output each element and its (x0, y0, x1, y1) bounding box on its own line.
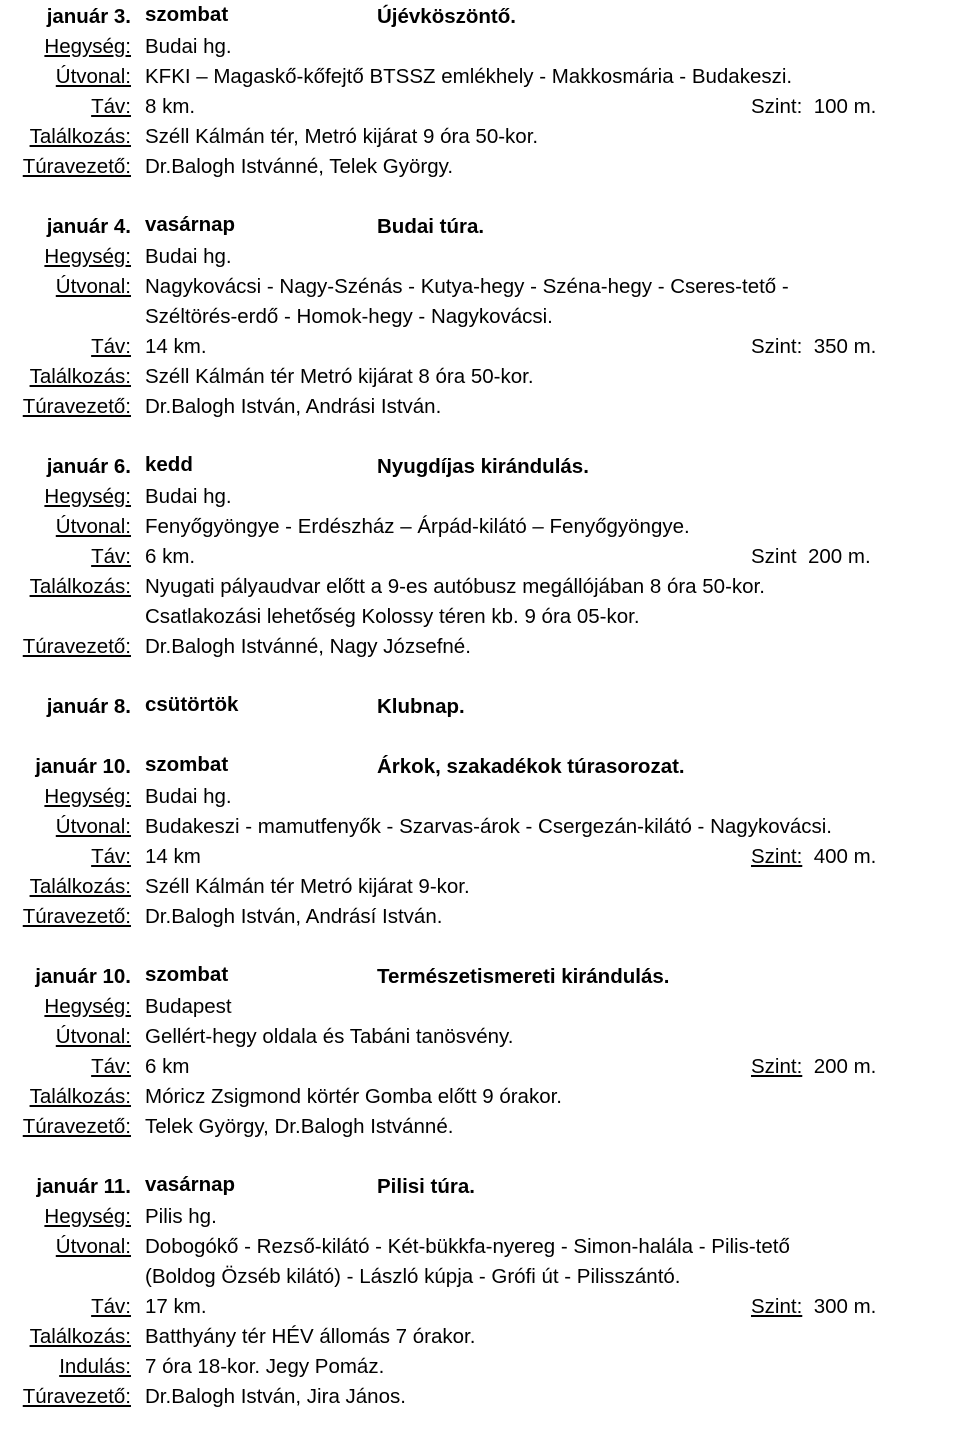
tour-header (0, 2, 960, 32)
detail-value: Batthyány tér HÉV állomás 7 órakor. (145, 1325, 476, 1348)
detail-label: Táv: (91, 1055, 131, 1078)
tour-date: január 11. (36, 1175, 131, 1198)
detail-value: Széll Kálmán tér Metró kijárat 8 óra 50-kor. (145, 365, 534, 388)
tour-title: Újévköszöntő. (377, 5, 516, 28)
tour-detail-row (0, 332, 960, 362)
tour-detail-row (0, 482, 960, 512)
tour-title: Klubnap. (377, 695, 465, 718)
tour-detail-row (0, 1202, 960, 1232)
tour-weekday: vasárnap (145, 1173, 236, 1196)
tour-entry (0, 962, 960, 1142)
detail-label: Túravezető: (22, 1115, 131, 1138)
tour-detail-row (0, 242, 960, 272)
detail-value: Széll Kálmán tér, Metró kijárat 9 óra 50-kor. (145, 125, 539, 148)
tour-header (0, 752, 960, 782)
elevation-value: 200 m. (813, 1055, 877, 1078)
detail-label: Útvonal: (55, 815, 131, 838)
detail-value: Budai hg. (145, 485, 232, 508)
detail-label: Útvonal: (55, 515, 131, 538)
detail-value: 14 km. (145, 335, 207, 358)
tour-date: január 4. (46, 215, 131, 238)
tour-detail-row (0, 542, 960, 572)
elevation-info (751, 92, 876, 122)
detail-value: Gellért-hegy oldala és Tabáni tanösvény. (145, 1025, 514, 1048)
detail-value: 6 km. (145, 545, 196, 568)
tour-detail-row (0, 782, 960, 812)
tour-detail-row (0, 992, 960, 1022)
detail-label: Hegység: (44, 1205, 131, 1228)
tour-header (0, 212, 960, 242)
tour-detail-row (0, 1292, 960, 1322)
detail-value: Budapest (145, 995, 232, 1018)
tour-detail-row (0, 392, 960, 422)
detail-value: Budakeszi - mamutfenyők - Szarvas-árok - Csergezán-kilátó - Nagykovácsi. (145, 815, 832, 838)
detail-value: Pilis hg. (145, 1205, 217, 1228)
tour-detail-row (0, 1352, 960, 1382)
detail-label: Táv: (91, 95, 131, 118)
elevation-value: 350 m. (813, 335, 877, 358)
detail-value: Széltörés-erdő - Homok-hegy - Nagykovácsi. (145, 305, 553, 328)
detail-label: Hegység: (44, 995, 131, 1018)
tour-detail-row (0, 1112, 960, 1142)
tour-entry (0, 692, 960, 722)
tour-title: Árkok, szakadékok túrasorozat. (377, 755, 685, 778)
tour-detail-row (0, 362, 960, 392)
tour-weekday: kedd (145, 453, 193, 476)
detail-label: Túravezető: (22, 395, 131, 418)
detail-label: Táv: (91, 545, 131, 568)
elevation-value: 200 m. (807, 545, 871, 568)
tour-weekday: vasárnap (145, 213, 236, 236)
elevation-label: Szint: (751, 1055, 803, 1078)
detail-label: Hegység: (44, 785, 131, 808)
elevation-info (751, 1292, 876, 1322)
detail-value: Dr.Balogh István, Jira János. (145, 1385, 406, 1408)
elevation-value: 400 m. (813, 845, 877, 868)
detail-value: Budai hg. (145, 245, 232, 268)
tour-header (0, 1172, 960, 1202)
detail-label: Találkozás: (29, 575, 131, 598)
tour-detail-row (0, 32, 960, 62)
tour-entry (0, 2, 960, 182)
detail-value: Széll Kálmán tér Metró kijárat 9-kor. (145, 875, 470, 898)
detail-label: Találkozás: (29, 125, 131, 148)
detail-value: 8 km. (145, 95, 196, 118)
detail-value: (Boldog Özséb kilátó) - László kúpja - Grófi út - Pilisszántó. (145, 1265, 681, 1288)
detail-value: 17 km. (145, 1295, 207, 1318)
detail-value: Dobogókő - Rezső-kilátó - Két-bükkfa-nyereg - Simon-halála - Pilis-tető (145, 1235, 790, 1258)
tour-detail-row (0, 842, 960, 872)
detail-label: Indulás: (59, 1355, 131, 1378)
detail-value: Csatlakozási lehetőség Kolossy téren kb. 9 óra 05-kor. (145, 605, 640, 628)
tour-weekday: szombat (145, 963, 229, 986)
tour-date: január 6. (46, 455, 131, 478)
detail-label: Útvonal: (55, 1235, 131, 1258)
tour-detail-row (0, 92, 960, 122)
elevation-value: 300 m. (813, 1295, 877, 1318)
detail-label: Útvonal: (55, 65, 131, 88)
tour-title: Budai túra. (377, 215, 485, 238)
tour-entry (0, 212, 960, 422)
detail-label: Hegység: (44, 245, 131, 268)
tour-weekday: szombat (145, 753, 229, 776)
detail-label: Táv: (91, 845, 131, 868)
detail-value: Dr.Balogh István, Andrási István. (145, 395, 442, 418)
tour-detail-row (0, 1322, 960, 1352)
tour-title: Nyugdíjas kirándulás. (377, 455, 589, 478)
tour-detail-row (0, 1382, 960, 1412)
tour-entry (0, 1172, 960, 1412)
detail-value: Dr.Balogh Istvánné, Telek György. (145, 155, 454, 178)
elevation-info (751, 842, 876, 872)
elevation-value: 100 m. (813, 95, 877, 118)
tour-entry (0, 752, 960, 932)
detail-label: Hegység: (44, 35, 131, 58)
tour-detail-row (0, 1082, 960, 1112)
tour-weekday: szombat (145, 3, 229, 26)
tour-detail-row (0, 632, 960, 662)
elevation-info (751, 542, 871, 572)
tour-detail-row (0, 512, 960, 542)
detail-value: Nyugati pályaudvar előtt a 9-es autóbusz megállójában 8 óra 50-kor. (145, 575, 765, 598)
tour-date: január 3. (46, 5, 131, 28)
tour-detail-row (0, 1232, 960, 1292)
detail-value: Dr.Balogh Istvánné, Nagy Józsefné. (145, 635, 471, 658)
detail-label: Találkozás: (29, 1325, 131, 1348)
tour-title: Természetismereti kirándulás. (377, 965, 670, 988)
tour-detail-row (0, 62, 960, 92)
tour-date: január 10. (35, 755, 131, 778)
detail-label: Hegység: (44, 485, 131, 508)
detail-label: Útvonal: (55, 1025, 131, 1048)
tour-detail-row (0, 272, 960, 332)
elevation-label: Szint (751, 545, 797, 568)
detail-value: 7 óra 18-kor. Jegy Pomáz. (145, 1355, 385, 1378)
elevation-label: Szint: (751, 95, 803, 118)
detail-value: KFKI – Magaskő-kőfejtő BTSSZ emlékhely - Makkosmária - Budakeszi. (145, 65, 793, 88)
tour-header (0, 692, 960, 722)
detail-value: 14 km (145, 845, 201, 868)
detail-label: Találkozás: (29, 365, 131, 388)
detail-value: Budai hg. (145, 785, 232, 808)
detail-label: Túravezető: (22, 635, 131, 658)
detail-label: Találkozás: (29, 875, 131, 898)
detail-value: Dr.Balogh István, Andrásí István. (145, 905, 443, 928)
elevation-label: Szint: (751, 335, 803, 358)
detail-value: Móricz Zsigmond körtér Gomba előtt 9 órakor. (145, 1085, 562, 1108)
detail-label: Találkozás: (29, 1085, 131, 1108)
tour-header (0, 962, 960, 992)
tour-entry (0, 452, 960, 662)
detail-value: 6 km (145, 1055, 190, 1078)
elevation-label: Szint: (751, 1295, 803, 1318)
elevation-label: Szint: (751, 845, 803, 868)
detail-label: Útvonal: (55, 275, 131, 298)
detail-label: Táv: (91, 1295, 131, 1318)
detail-value: Nagykovácsi - Nagy-Szénás - Kutya-hegy - Széna-hegy - Cseres-tető - (145, 275, 789, 298)
tour-detail-row (0, 122, 960, 152)
tour-detail-row (0, 1052, 960, 1082)
tour-schedule (0, 2, 960, 1442)
tour-detail-row (0, 572, 960, 632)
tour-weekday: csütörtök (145, 693, 239, 716)
elevation-info (751, 1052, 876, 1082)
detail-label: Túravezető: (22, 1385, 131, 1408)
detail-label: Táv: (91, 335, 131, 358)
detail-label: Túravezető: (22, 905, 131, 928)
tour-detail-row (0, 902, 960, 932)
detail-value: Telek György, Dr.Balogh Istvánné. (145, 1115, 454, 1138)
elevation-info (751, 332, 876, 362)
tour-detail-row (0, 152, 960, 182)
tour-header (0, 452, 960, 482)
tour-title: Pilisi túra. (377, 1175, 475, 1198)
tour-date: január 10. (35, 965, 131, 988)
detail-value: Fenyőgyöngye - Erdészház – Árpád-kilátó – Fenyőgyöngye. (145, 515, 690, 538)
detail-value: Budai hg. (145, 35, 232, 58)
tour-date: január 8. (46, 695, 131, 718)
tour-detail-row (0, 872, 960, 902)
tour-detail-row (0, 1022, 960, 1052)
detail-label: Túravezető: (22, 155, 131, 178)
tour-detail-row (0, 812, 960, 842)
